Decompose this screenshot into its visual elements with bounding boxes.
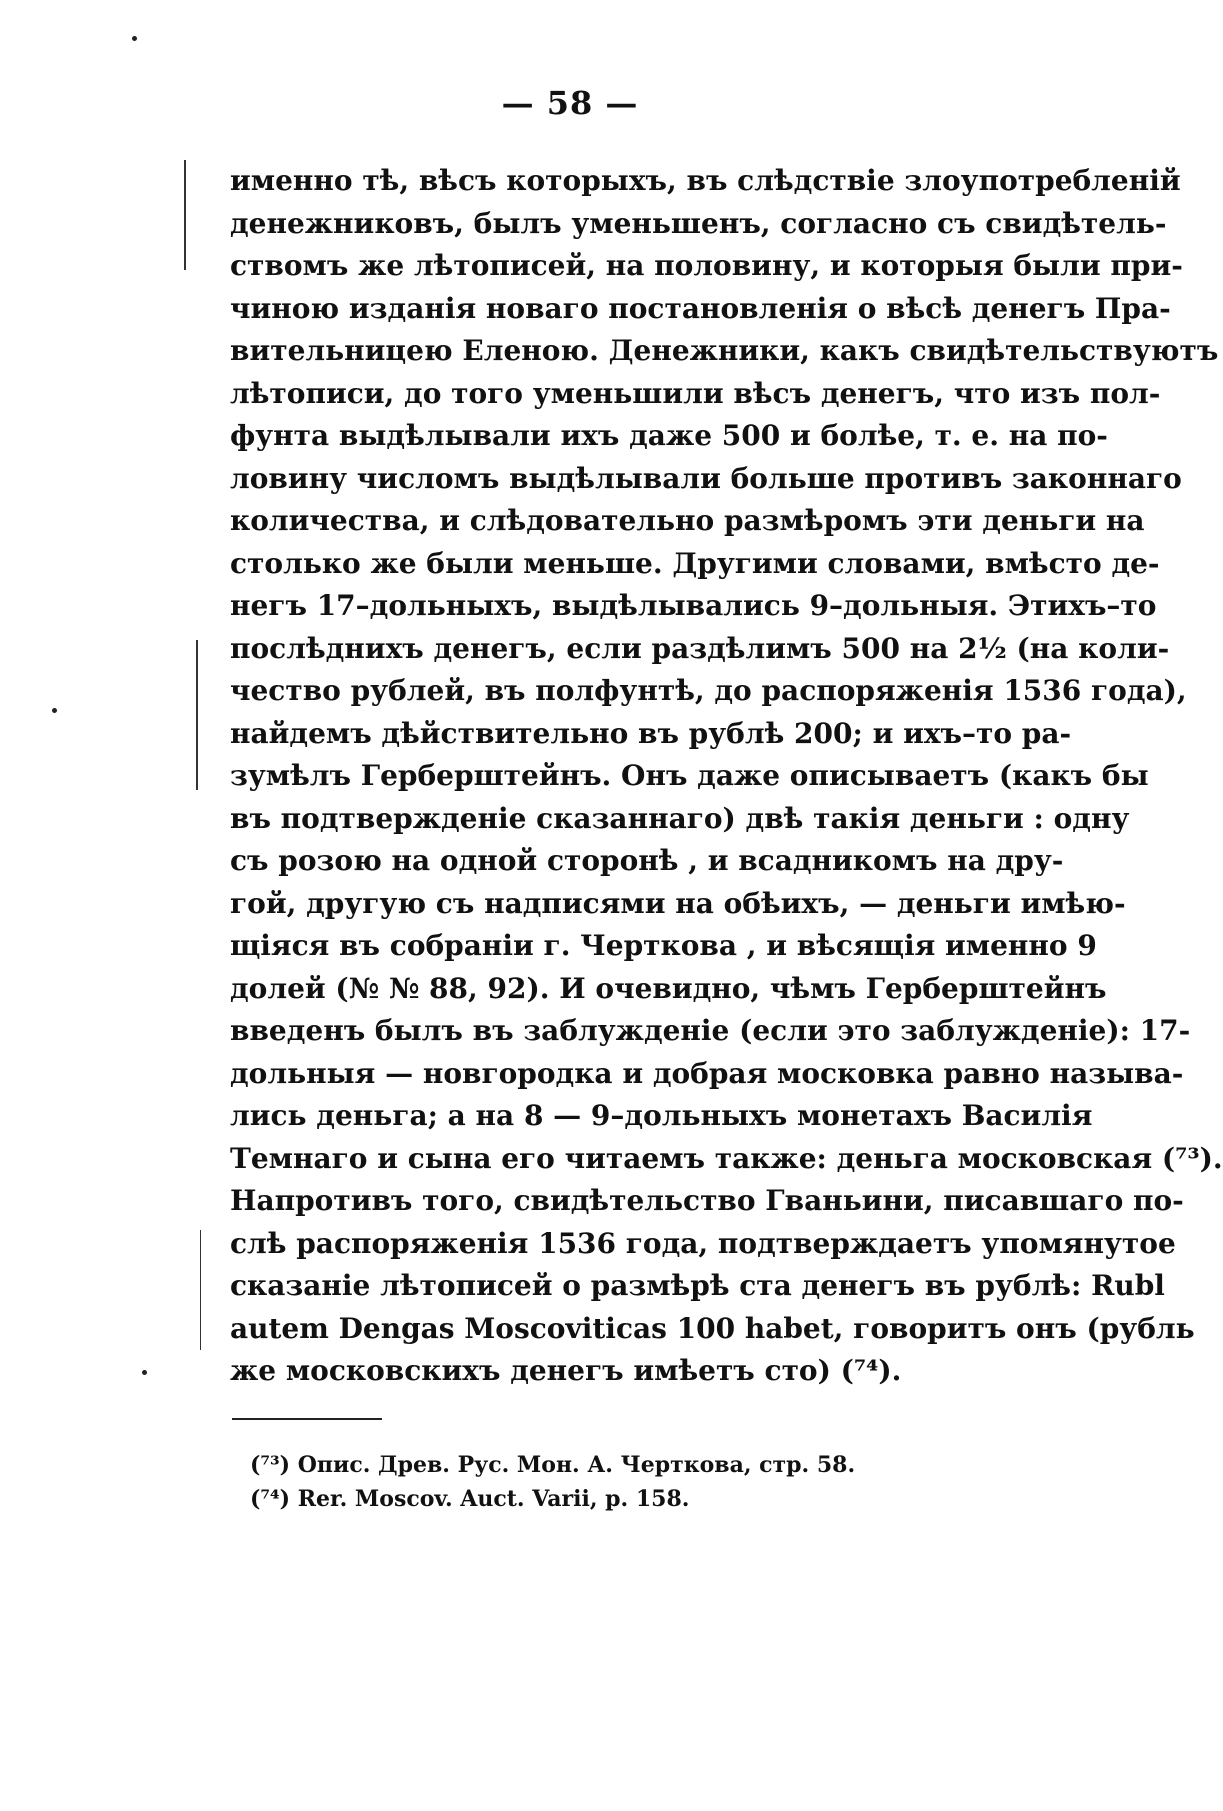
text-line: найдемъ дѣйствительно въ рублѣ 200; и ихъ–то ра- [230,716,1072,750]
text-line: послѣднихъ денегъ, если раздѣлимъ 500 на 2½ (на коли- [230,631,1170,665]
text-line: гой, другую съ надписями на обѣихъ, — деньги имѣю- [230,886,1126,920]
footnote-divider [232,1418,382,1420]
text-line: лѣтописи, до того уменьшили вѣсъ денегъ, что изъ пол- [230,376,1161,410]
text-line: введенъ былъ въ заблужденіе (если это заблужденіе): 17- [230,1014,1191,1047]
body-text [230,160,1223,1393]
margin-pencil-mark [200,1230,201,1350]
text-line: же московскихъ денегъ имѣетъ сто) (⁷⁴). [230,1354,902,1387]
scan-speck [52,708,57,713]
text-line: Напротивъ того, свидѣтельство Гваньини, писавшаго по- [230,1184,1184,1217]
text-line: количества, и слѣдовательно размѣромъ эти деньги на [230,504,1145,537]
text-line: долей (№ № 88, 92). И очевидно, чѣмъ Герберштейнъ [230,971,1107,1005]
text-line: именно тѣ, вѣсъ которыхъ, въ слѣдствіе злоупотребленій [230,164,1181,197]
text-line: ловину числомъ выдѣлывали больше противъ законнаго [230,461,1182,495]
text-line: лись деньга; а на 8 — 9–дольныхъ монетахъ Василія [230,1099,1093,1132]
margin-pencil-mark [184,160,186,270]
text-line: autem Dengas Moscoviticas 100 habet, говоритъ онъ (рубль [230,1311,1195,1345]
text-line: Темнаго и сына его читаемъ также: деньга московская (⁷³). [230,1141,1223,1175]
text-line: чество рублей, въ полфунтѣ, до распоряженія 1536 года), [230,674,1187,707]
scan-speck [142,1370,147,1375]
text-line: слѣ распоряженія 1536 года, подтверждаетъ упомянутое [230,1226,1176,1260]
footnote: (⁷⁴) Rer. Moscov. Auct. Varii, p. 158. [250,1486,690,1512]
text-line: фунта выдѣлывали ихъ даже 500 и болѣе, т. е. на по- [230,419,1108,452]
text-line: дольныя — новгородка и добрая московка равно называ- [230,1056,1184,1090]
page-number: — 58 — [501,84,639,122]
text-line: въ подтвержденіе сказаннаго) двѣ такія деньги : одну [230,801,1130,835]
text-line: вительницею Еленою. Денежники, какъ свидѣтельствуютъ [230,334,1219,367]
text-line: зумѣлъ Герберштейнъ. Онъ даже описываетъ (какъ бы [230,759,1149,792]
text-line: денежниковъ, былъ уменьшенъ, согласно съ свидѣтель- [230,206,1167,240]
text-line: съ розою на одной сторонѣ , и всадникомъ на дру- [230,844,1064,877]
footnote: (⁷³) Опис. Древ. Рус. Мон. А. Черткова, стр. 58. [250,1452,856,1478]
text-line: щіяся въ собраніи г. Черткова , и вѣсящія именно 9 [230,929,1097,962]
text-line: столько же были меньше. Другими словами, вмѣсто де- [230,546,1160,580]
text-line: сказаніе лѣтописей о размѣрѣ ста денегъ въ рублѣ: Rubl [230,1269,1165,1302]
text-line: чиною изданія новаго постановленія о вѣсѣ денегъ Пра- [230,291,1171,325]
footnotes [250,1448,950,1516]
scan-speck [132,36,137,41]
margin-pencil-mark [196,640,198,790]
text-line: ствомъ же лѣтописей, на половину, и которыя были при- [230,249,1183,282]
text-line: негъ 17–дольныхъ, выдѣлывались 9–дольныя. Этихъ–то [230,589,1157,622]
